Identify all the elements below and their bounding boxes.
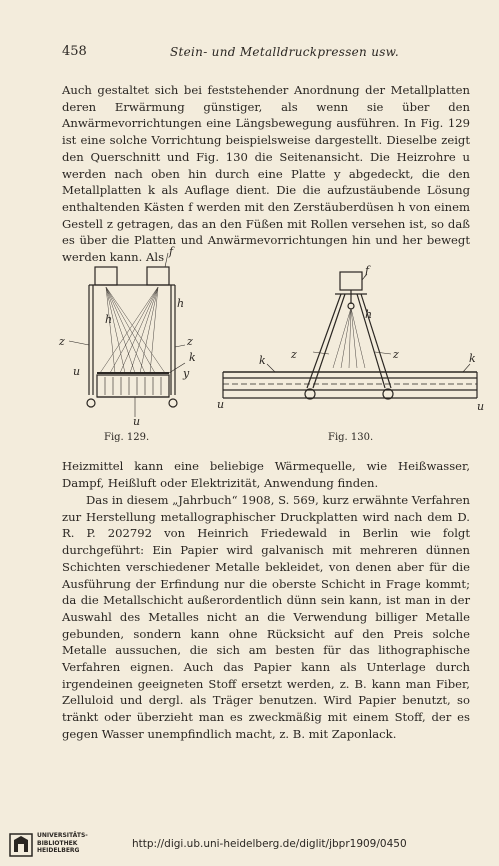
paragraph-3: Das in diesem „Jahrbuch“ 1908, S. 569, kurz erwähnte Verfahren zur Herstellung metallographischer Druckplatten wird nach dem D. R. P. 202792 von Heinrich Friedewald in Berlin wie folgt durchgeführt: Ein Papier wird galvanisch mit mehreren dünnen Schichten verschiedener Metalle bekleidet, von denen aber für die Ausführung der Erfindung nur die oberste Schicht in Frage kommt; da die Metallschicht außerordentlich dünn sein kann, ist man in der Auswahl des Metalles nicht an die Verwendung billiger Metalle gebunden, sondern kann ohne Rücksicht auf den Preis solche Metalle aussuchen, die sich am besten für das lithographische Verfahren eignen. Auch das Papier kann als Unterlage durch irgendeinen geeigneten Stoff ersetzt werden, z. B. kann man Fiber, Zelluloid und dergl. als Träger benutzen. Wird Papier benutzt, so tränkt oder überzieht man es zweckmäßig mit einem Stoff, der es gegen Wasser unempfindlich macht, z. B. mit Zaponlack. [62,493,470,741]
label-z-left: z [291,348,297,361]
paragraph-1: Auch gestaltet sich bei feststehender Anordnung der Metallplatten deren Erwärmung günstiger, als wenn sie über den Anwärmevorrichtungen eine Längsbewegung ausführen. In Fig. 129 ist eine solche Vorrichtung beispielsweise dargestellt. Dieselbe zeigt den Querschnitt und Fig. 130 die Seitenansicht. Die Heizrohre u werden nach oben hin durch eine Platte y abgedeckt, die den Metallplatten k als Auflage dient. Die die aufzustäubende Lösung enthaltenden Kästen f werden mit den Zerstäuberdüsen h von einem Gestell z getragen, das an den Füßen mit Rollen versehen ist, so daß es über die Platten und Anwärmevorrichtungen hin und her bewegt werden kann. Als [62,83,470,265]
label-y: y [183,367,190,380]
label-z-right: z [187,335,193,348]
library-line-1: UNIVERSITÄTS- [37,832,88,839]
page-header [0,44,499,62]
label-h2: h [177,297,185,310]
library-name [37,832,88,855]
label-u-bottom: u [133,415,141,425]
library-line-3: HEIDELBERG [37,847,80,854]
library-footer [0,822,499,866]
figure-130 [215,260,485,425]
label-h: h [365,308,373,321]
label-z-left: z [59,335,65,348]
label-u-right: u [477,400,485,413]
library-logo-icon [8,830,34,858]
label-u-left: u [217,398,225,411]
label-h: h [105,313,113,326]
label-k: k [189,351,196,364]
library-line-2: BIBLIOTHEK [37,839,78,847]
running-title: Stein- und Metalldruckpressen usw. [170,45,399,59]
label-f: f [365,264,370,277]
label-z-right: z [393,348,399,361]
label-k-right: k [469,352,476,365]
page-number: 458 [62,44,87,59]
label-u: u [73,365,81,378]
label-k-left: k [259,354,266,367]
paragraph-2: Heizmittel kann eine beliebige Wärmequelle, wie Heißwasser, Dampf, Heißluft oder Elektrizität, Anwendung finden. [62,459,470,490]
label-f: f [169,245,174,258]
figure-129 [55,245,215,425]
figure-129-caption: Fig. 129. [104,432,150,443]
figure-130-caption: Fig. 130. [328,432,374,443]
source-url-link[interactable]: http://digi.ub.uni-heidelberg.de/diglit/jbpr1909/0450 [132,838,407,850]
